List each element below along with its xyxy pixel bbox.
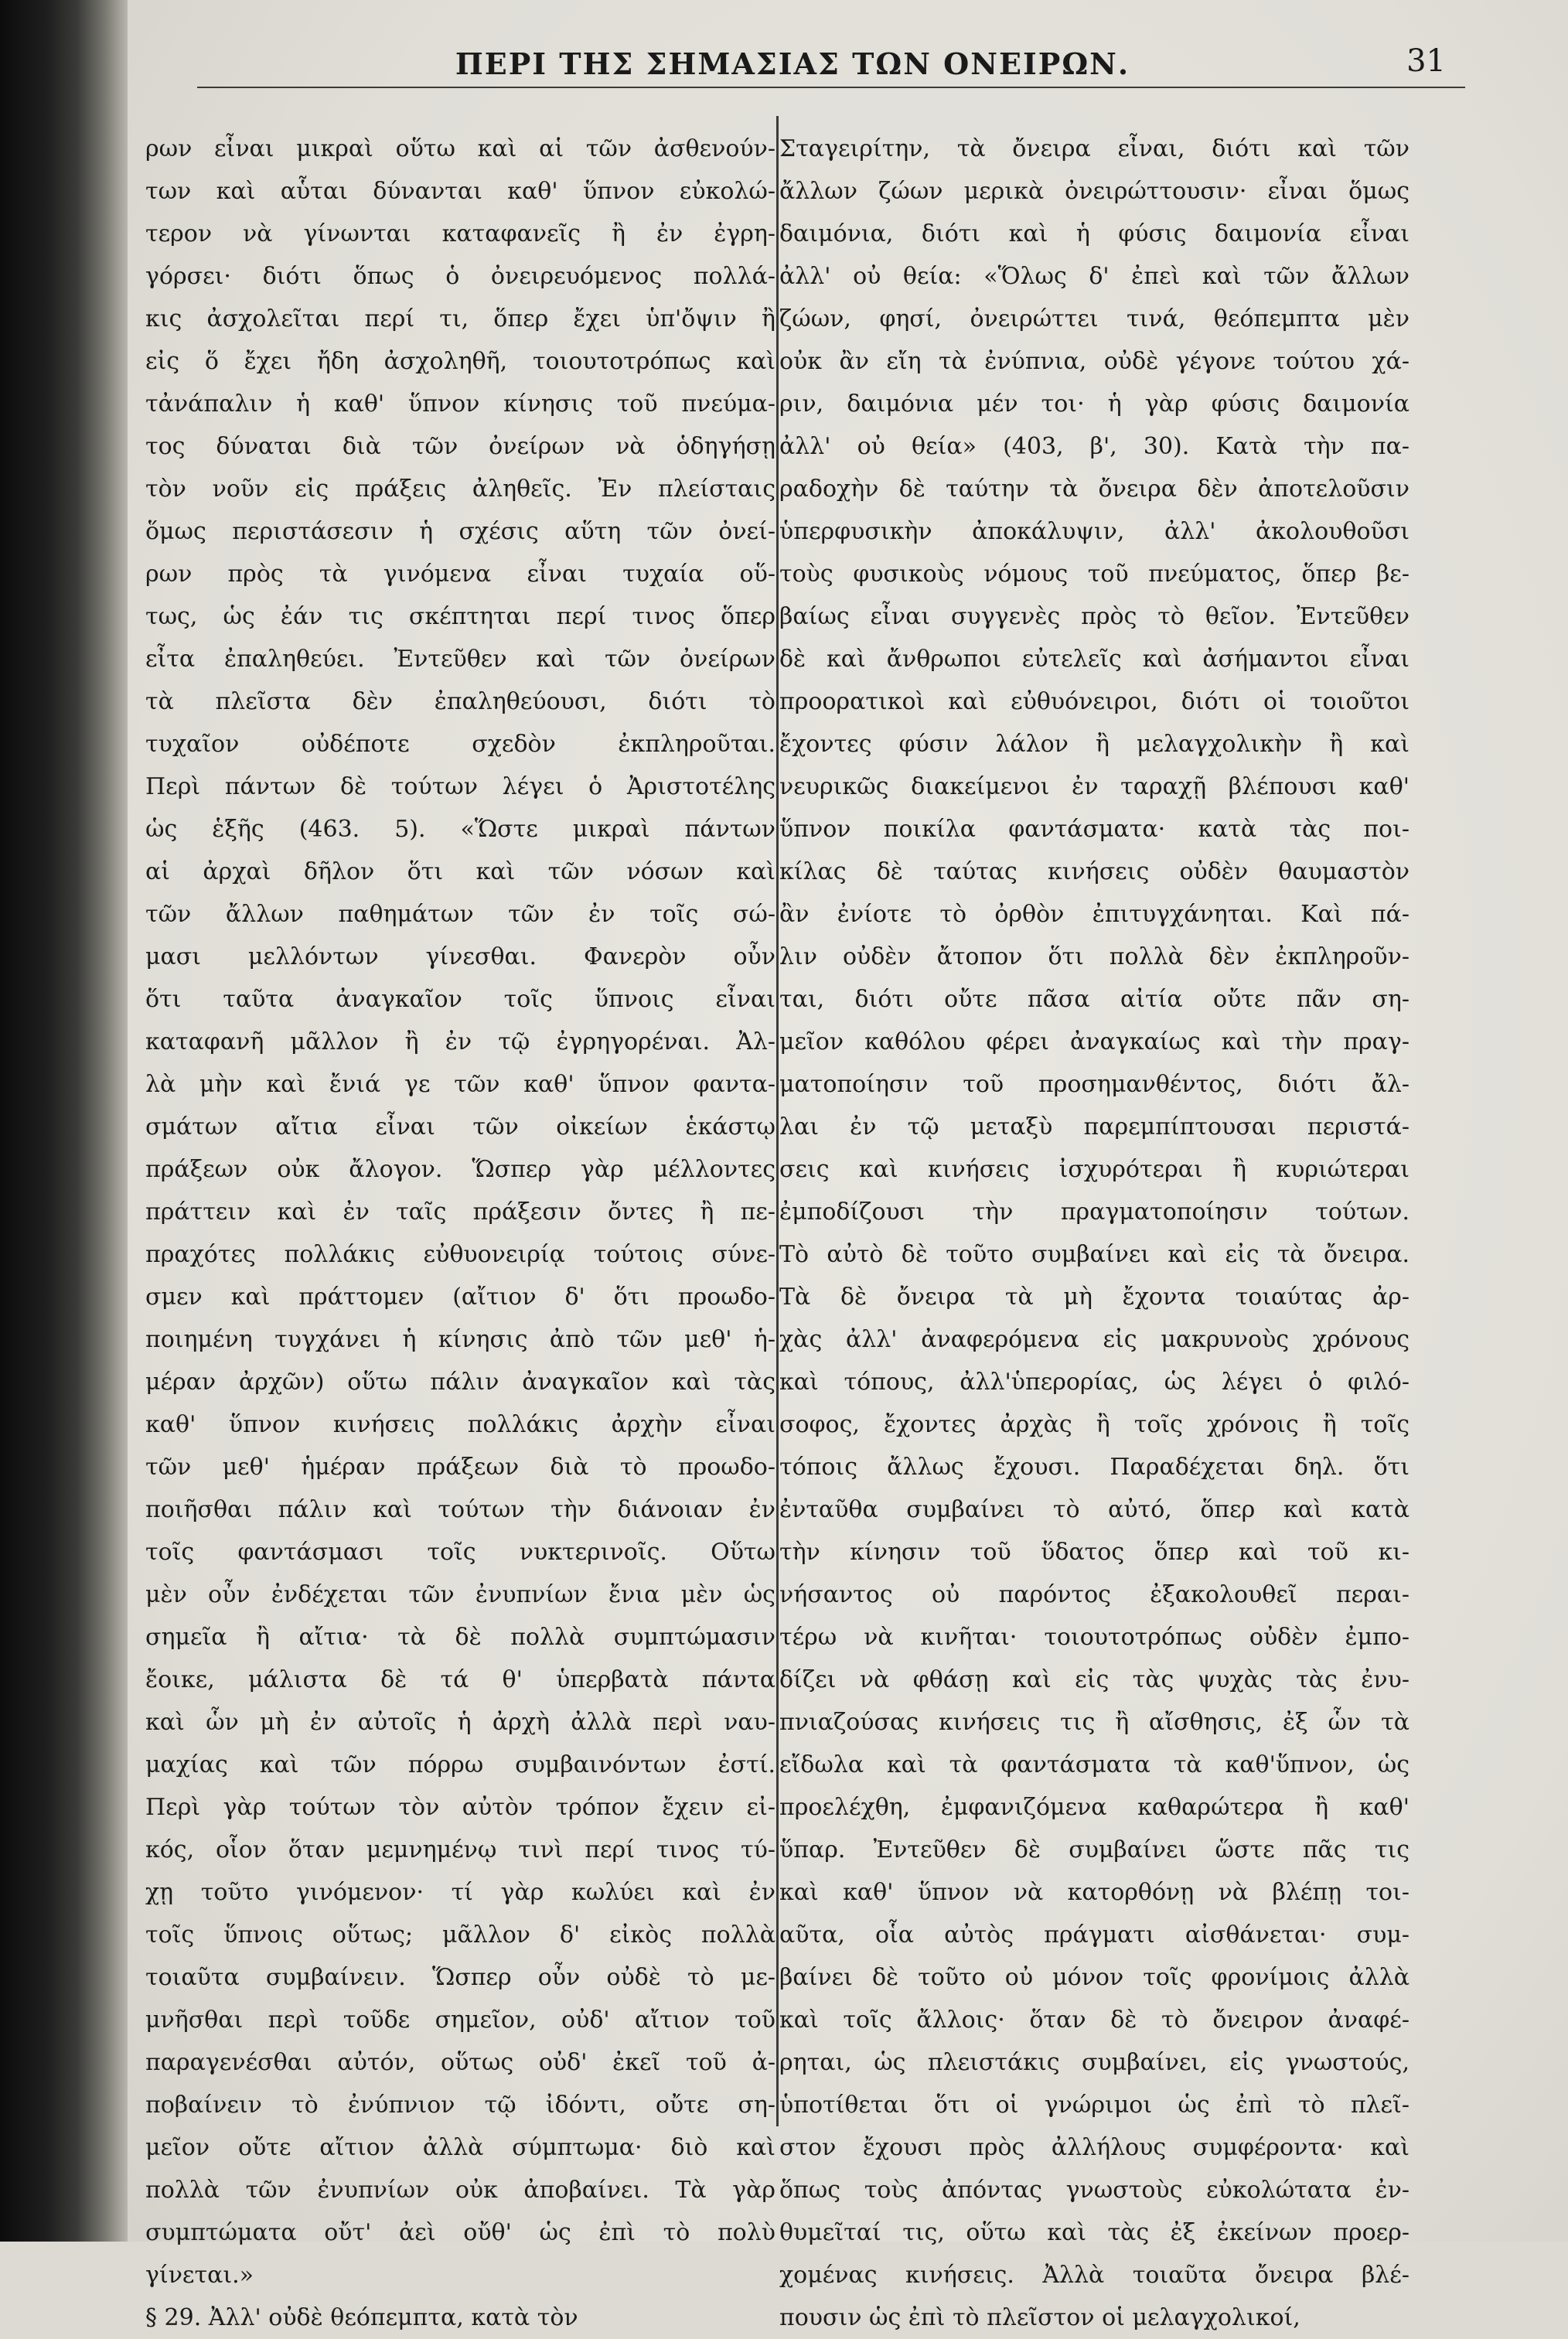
text-line: ται, διότι οὔτε πᾶσα αἰτία οὔτε πᾶν ση- xyxy=(779,986,1409,1013)
text-line: χῃ τοῦτο γινόμενον· τί γὰρ κωλύει καὶ ἐν xyxy=(145,1879,775,1906)
text-line: Τὸ αὐτὸ δὲ τοῦτο συμβαίνει καὶ εἰς τὰ ὄνειρα. xyxy=(779,1241,1409,1268)
text-line: τἀνάπαλιν ἡ καθ' ὕπνον κίνησις τοῦ πνεύμα- xyxy=(145,390,775,418)
text-line: ἂν ἐνίοτε τὸ ὀρθὸν ἐπιτυγχάνηται. Καὶ πά- xyxy=(779,901,1409,928)
text-line: εἴδωλα καὶ τὰ φαντάσματα τὰ καθ'ὕπνον, ὡς xyxy=(779,1751,1409,1778)
text-line: κις ἀσχολεῖται περί τι, ὅπερ ἔχει ὑπ'ὄψιν ἢ xyxy=(145,305,775,332)
text-line: χὰς ἀλλ' ἀναφερόμενα εἰς μακρυνοὺς χρόνους xyxy=(779,1326,1409,1353)
text-line: ὅτι ταῦτα ἀναγκαῖον τοῖς ὕπνοις εἶναι xyxy=(145,986,775,1013)
text-line: στον ἔχουσι πρὸς ἀλλήλους συμφέροντα· καὶ xyxy=(779,2134,1409,2161)
text-line: μεῖον καθόλου φέρει ἀναγκαίως καὶ τὴν πραγ- xyxy=(779,1028,1409,1055)
text-line: § 29. Ἀλλ' οὐδὲ θεόπεμπτα, κατὰ τὸν xyxy=(145,2304,578,2331)
text-line: παραγενέσθαι αὐτόν, οὕτως οὐδ' ἐκεῖ τοῦ ἀ- xyxy=(145,2049,775,2076)
text-line: τοιαῦτα συμβαίνειν. Ὥσπερ οὖν οὐδὲ τὸ με- xyxy=(145,1964,775,1991)
text-line: σοφος, ἔχοντες ἀρχὰς ἢ τοῖς χρόνοις ἢ τοῖς xyxy=(779,1411,1409,1438)
text-line: ὅπως τοὺς ἀπόντας γνωστοὺς εὐκολώτατα ἐν- xyxy=(779,2177,1409,2204)
text-line: ἐμποδίζουσι τὴν πραγματοποίησιν τούτων. xyxy=(779,1198,1409,1226)
text-line: ἀλλ' οὐ θεία» (403, β', 30). Κατὰ τὴν πα- xyxy=(779,433,1409,460)
text-line: καὶ τοῖς ἄλλοις· ὅταν δὲ τὸ ὄνειρον ἀναφέ- xyxy=(779,2007,1409,2034)
text-line: βαίνει δὲ τοῦτο οὐ μόνον τοῖς φρονίμοις ἀλλὰ xyxy=(779,1964,1409,1991)
page-number: 31 xyxy=(1406,43,1446,79)
text-line: μνῆσθαι περὶ τοῦδε σημεῖον, οὐδ' αἴτιον τοῦ xyxy=(145,2007,775,2034)
text-line: ἔχοντες φύσιν λάλον ἢ μελαγχολικὴν ἢ καὶ xyxy=(779,731,1409,758)
text-line: τὰ πλεῖστα δὲν ἐπαληθεύουσι, διότι τὸ xyxy=(145,688,775,715)
text-line: ρων πρὸς τὰ γινόμενα εἶναι τυχαία οὕ- xyxy=(145,561,775,588)
text-line: ρηται, ὡς πλειστάκις συμβαίνει, εἰς γνωστούς, xyxy=(779,2049,1409,2076)
text-line: θυμεῖταί τις, οὕτω καὶ τὰς ἐξ ἐκείνων προερ- xyxy=(779,2219,1409,2246)
text-line: συμπτώματα οὔτ' ἀεὶ οὔθ' ὡς ἐπὶ τὸ πολὺ xyxy=(145,2219,775,2246)
text-line: τως, ὡς ἐάν τις σκέπτηται περί τινος ὅπερ xyxy=(145,603,775,630)
text-line: τοῖς φαντάσμασι τοῖς νυκτερινοῖς. Οὕτω xyxy=(145,1539,775,1566)
text-line: εἰς ὅ ἔχει ἤδη ἀσχοληθῆ, τοιουτοτρόπως καὶ xyxy=(145,348,775,375)
text-line: πράξεων οὐκ ἄλογον. Ὥσπερ γὰρ μέλλοντες xyxy=(145,1156,775,1183)
text-line: τόποις ἄλλως ἔχουσι. Παραδέχεται δηλ. ὅτι xyxy=(779,1454,1409,1481)
text-line: νευρικῶς διακείμενοι ἐν ταραχῇ βλέπουσι καθ' xyxy=(779,773,1409,800)
right-column xyxy=(779,128,1409,2339)
text-line: δίζει νὰ φθάσῃ καὶ εἰς τὰς ψυχὰς τὰς ἐνυ- xyxy=(779,1666,1409,1693)
text-line: πνιαζούσας κινήσεις τις ἢ αἴσθησις, ἐξ ὧν τὰ xyxy=(779,1709,1409,1736)
text-line: ματοποίησιν τοῦ προσημανθέντος, διότι ἄλ- xyxy=(779,1071,1409,1098)
text-line: ποιημένη τυγχάνει ἡ κίνησις ἀπὸ τῶν μεθ' ἡ- xyxy=(145,1326,775,1353)
text-line: ὑπερφυσικὴν ἀποκάλυψιν, ἀλλ' ἀκολουθοῦσι xyxy=(779,518,1409,545)
text-line: καθ' ὕπνον κινήσεις πολλάκις ἀρχὴν εἶναι xyxy=(145,1411,775,1438)
text-line: σημεῖα ἢ αἴτια· τὰ δὲ πολλὰ συμπτώμασιν xyxy=(145,1624,775,1651)
text-line: ρων εἶναι μικραὶ οὕτω καὶ αἱ τῶν ἀσθενούν- xyxy=(145,135,775,162)
book-binding-shadow xyxy=(0,0,128,2242)
text-line: κός, οἷον ὅταν μεμνημένῳ τινὶ περί τινος τύ- xyxy=(145,1836,775,1863)
text-line: προορατικοὶ καὶ εὐθυόνειροι, διότι οἱ τοιοῦτοι xyxy=(779,688,1409,715)
header-rule xyxy=(197,87,1465,88)
text-line: προελέχθη, ἐμφανιζόμενα καθαρώτερα ἢ καθ' xyxy=(779,1794,1409,1821)
text-line: ἔοικε, μάλιστα δὲ τά θ' ὑπερβατὰ πάντα xyxy=(145,1666,775,1693)
text-line: πράττειν καὶ ἐν ταῖς πράξεσιν ὄντες ἢ πε- xyxy=(145,1198,775,1226)
text-line: τερον νὰ γίνωνται καταφανεῖς ἢ ἐν ἐγρη- xyxy=(145,220,775,247)
text-line: σμάτων αἴτια εἶναι τῶν οἰκείων ἑκάστῳ xyxy=(145,1113,775,1141)
text-line: τοὺς φυσικοὺς νόμους τοῦ πνεύματος, ὅπερ βε- xyxy=(779,561,1409,588)
text-line: λαι ἐν τῷ μεταξὺ παρεμπίπτουσαι περιστά- xyxy=(779,1113,1409,1141)
text-line: καὶ τόπους, ἀλλ'ὑπερορίας, ὡς λέγει ὁ φιλό- xyxy=(779,1369,1409,1396)
text-line: μασι μελλόντων γίνεσθαι. Φανερὸν οὖν xyxy=(145,943,775,970)
text-line: εἶτα ἐπαληθεύει. Ἐντεῦθεν καὶ τῶν ὀνείρων xyxy=(145,646,775,673)
text-line: τὸν νοῦν εἰς πράξεις ἀληθεῖς. Ἐν πλείσταις xyxy=(145,476,775,503)
page-header xyxy=(128,39,1568,93)
left-column xyxy=(145,128,775,2339)
text-line: ἀλλ' οὐ θεία: «Ὅλως δ' ἐπεὶ καὶ τῶν ἄλλων xyxy=(779,263,1409,290)
text-line: ποιῆσθαι πάλιν καὶ τούτων τὴν διάνοιαν ἐν xyxy=(145,1496,775,1523)
text-line: βαίως εἶναι συγγενὲς πρὸς τὸ θεῖον. Ἐντεῦθεν xyxy=(779,603,1409,630)
text-line: δὲ καὶ ἄνθρωποι εὐτελεῖς καὶ ἀσήμαντοι εἶναι xyxy=(779,646,1409,673)
text-line: ὕπαρ. Ἐντεῦθεν δὲ συμβαίνει ὥστε πᾶς τις xyxy=(779,1836,1409,1863)
text-line: κίλας δὲ ταύτας κινήσεις οὐδὲν θαυμαστὸν xyxy=(779,858,1409,885)
text-line: ὡς ἑξῆς (463. 5). «Ὥστε μικραὶ πάντων xyxy=(145,816,775,843)
text-line: πολλὰ τῶν ἐνυπνίων οὐκ ἀποβαίνει. Τὰ γὰρ xyxy=(145,2177,775,2204)
text-line: καὶ καθ' ὕπνον νὰ κατορθόνῃ νὰ βλέπῃ τοι- xyxy=(779,1879,1409,1906)
text-line: σμεν καὶ πράττομεν (αἴτιον δ' ὅτι προωδο- xyxy=(145,1284,775,1311)
text-line: οὐκ ἂν εἴη τὰ ἐνύπνια, οὐδὲ γέγονε τούτου χά- xyxy=(779,348,1409,375)
text-line: ραδοχὴν δὲ ταύτην τὰ ὄνειρα δὲν ἀποτελοῦσιν xyxy=(779,476,1409,503)
text-line: νήσαντος οὐ παρόντος ἐξακολουθεῖ περαι- xyxy=(779,1581,1409,1608)
text-line: ὅμως περιστάσεσιν ἡ σχέσις αὕτη τῶν ὀνεί- xyxy=(145,518,775,545)
text-line: γίνεται.» xyxy=(145,2262,254,2289)
text-line: λὰ μὴν καὶ ἔνιά γε τῶν καθ' ὕπνον φαντα- xyxy=(145,1071,775,1098)
text-line: πραχότες πολλάκις εὐθυονειρίᾳ τούτοις σύνε- xyxy=(145,1241,775,1268)
text-line: τῶν ἄλλων παθημάτων τῶν ἐν τοῖς σώ- xyxy=(145,901,775,928)
text-line: ὕπνον ποικίλα φαντάσματα· κατὰ τὰς ποι- xyxy=(779,816,1409,843)
text-line: των καὶ αὗται δύνανται καθ' ὕπνον εὐκολώ- xyxy=(145,178,775,205)
text-line: Τὰ δὲ ὄνειρα τὰ μὴ ἔχοντα τοιαύτας ἀρ- xyxy=(779,1284,1409,1311)
text-line: σεις καὶ κινήσεις ἰσχυρότεραι ἢ κυριώτεραι xyxy=(779,1156,1409,1183)
text-line: Περὶ γὰρ τούτων τὸν αὐτὸν τρόπον ἔχειν εἰ- xyxy=(145,1794,775,1821)
text-line: λιν οὐδὲν ἄτοπον ὅτι πολλὰ δὲν ἐκπληροῦν- xyxy=(779,943,1409,970)
text-line: Περὶ πάντων δὲ τούτων λέγει ὁ Ἀριστοτέλης xyxy=(145,773,775,800)
column-divider xyxy=(776,116,779,2126)
text-line: ἐνταῦθα συμβαίνει τὸ αὐτό, ὅπερ καὶ κατὰ xyxy=(779,1496,1409,1523)
running-title: ΠΕΡΙ ΤΗΣ ΣΗΜΑΣΙΑΣ ΤΩΝ ΟΝΕΙΡΩΝ. xyxy=(455,46,1130,81)
text-line: Σταγειρίτην, τὰ ὄνειρα εἶναι, διότι καὶ τῶν xyxy=(779,135,1409,162)
text-line: ὑποτίθεται ὅτι οἱ γνώριμοι ὡς ἐπὶ τὸ πλεῖ- xyxy=(779,2092,1409,2119)
text-line: τος δύναται διὰ τῶν ὀνείρων νὰ ὁδηγήσῃ xyxy=(145,433,775,460)
text-line: τῶν μεθ' ἡμέραν πράξεων διὰ τὸ προωδο- xyxy=(145,1454,775,1481)
text-line: τέρω νὰ κινῆται· τοιουτοτρόπως οὐδὲν ἐμπο- xyxy=(779,1624,1409,1651)
text-line: καταφανῆ μᾶλλον ἢ ἐν τῷ ἐγρηγορέναι. Ἀλ- xyxy=(145,1028,775,1055)
text-line: καὶ ὧν μὴ ἐν αὐτοῖς ἡ ἀρχὴ ἀλλὰ περὶ ναυ- xyxy=(145,1709,775,1736)
text-line: χομένας κινήσεις. Ἀλλὰ τοιαῦτα ὄνειρα βλέ- xyxy=(779,2262,1409,2289)
text-line: μαχίας καὶ τῶν πόρρω συμβαινόντων ἐστί. xyxy=(145,1751,775,1778)
text-line: μέραν ἀρχῶν) οὕτω πάλιν ἀναγκαῖον καὶ τὰς xyxy=(145,1369,775,1396)
text-line: τὴν κίνησιν τοῦ ὕδατος ὅπερ καὶ τοῦ κι- xyxy=(779,1539,1409,1566)
text-line: μεῖον οὔτε αἴτιον ἀλλὰ σύμπτωμα· διὸ καὶ xyxy=(145,2134,775,2161)
text-line: τυχαῖον οὐδέποτε σχεδὸν ἐκπληροῦται. xyxy=(145,731,775,758)
text-line: μὲν οὖν ἐνδέχεται τῶν ἐνυπνίων ἔνια μὲν ὡς xyxy=(145,1581,775,1608)
text-line: δαιμόνια, διότι καὶ ἡ φύσις δαιμονία εἶναι xyxy=(779,220,1409,247)
text-line: ριν, δαιμόνια μέν τοι· ἡ γὰρ φύσις δαιμονία xyxy=(779,390,1409,418)
text-line: ἄλλων ζώων μερικὰ ὀνειρώττουσιν· εἶναι ὅμως xyxy=(779,178,1409,205)
text-line: γόρσει· διότι ὅπως ὁ ὀνειρευόμενος πολλά- xyxy=(145,263,775,290)
text-line: αῦτα, οἷα αὐτὸς πράγματι αἰσθάνεται· συμ- xyxy=(779,1921,1409,1949)
text-line: αἱ ἀρχαὶ δῆλον ὅτι καὶ τῶν νόσων καὶ xyxy=(145,858,775,885)
text-line: τοῖς ὕπνοις οὕτως; μᾶλλον δ' εἰκὸς πολλὰ xyxy=(145,1921,775,1949)
text-line: πουσιν ὡς ἐπὶ τὸ πλεῖστον οἱ μελαγχολικοί, xyxy=(779,2304,1300,2331)
text-line: ζώων, φησί, ὀνειρώττει τινά, θεόπεμπτα μὲν xyxy=(779,305,1409,332)
text-line: ποβαίνειν τὸ ἐνύπνιον τῷ ἰδόντι, οὔτε ση- xyxy=(145,2092,775,2119)
